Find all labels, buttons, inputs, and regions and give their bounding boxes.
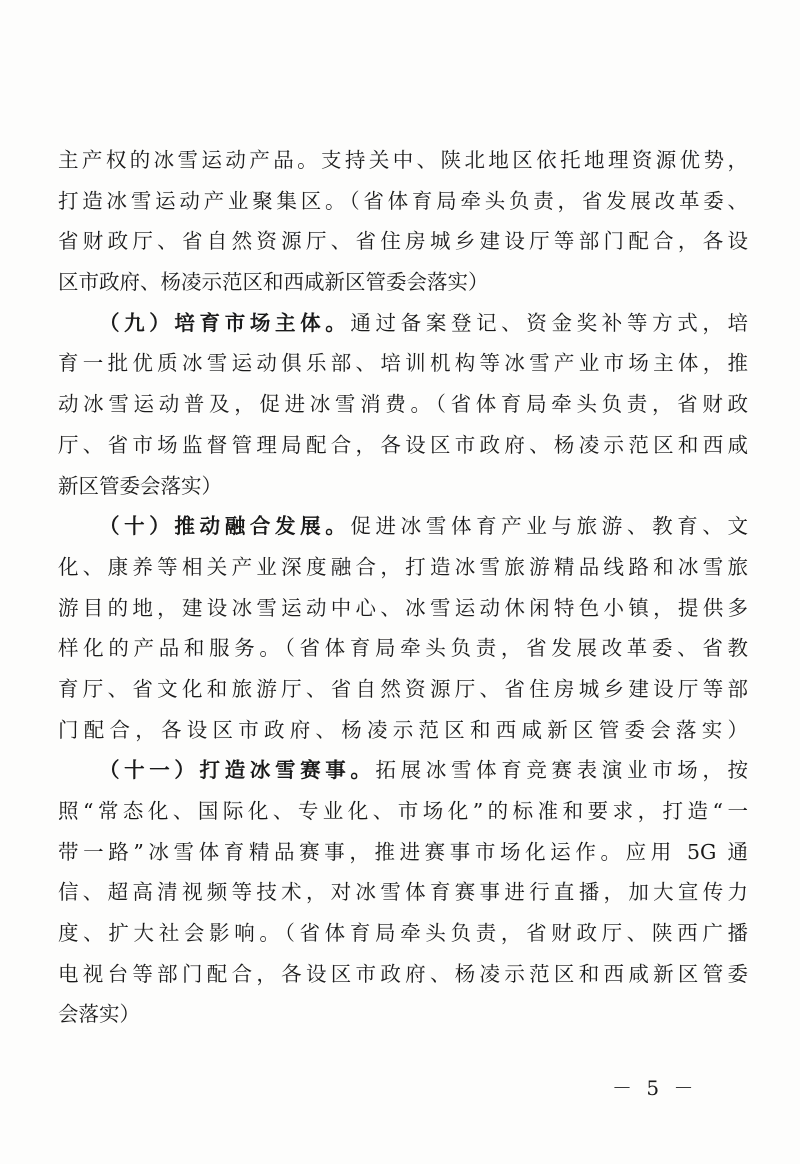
text-line: 信、超高清视频等技术，对冰雪体育赛事进行直播，加大宣传力: [58, 880, 748, 905]
text-line: 省财政厅、省自然资源厅、省住房城乡建设厅等部门配合，各设: [58, 229, 748, 254]
text-line: 动冰雪运动普及，促进冰雪消费。（省体育局牵头负责，省财政: [58, 392, 748, 417]
text-line: 区市政府、杨凌示范区和西咸新区管委会落实）: [58, 270, 489, 295]
text-line: 育厅、省文化和旅游厅、省自然资源厅、省住房城乡建设厅等部: [58, 676, 748, 701]
section-10-first-line: [58, 506, 748, 547]
text-line: 照“常态化、国际化、专业化、市场化”的标准和要求，打造“一: [58, 799, 748, 823]
text-line: 化、康养等相关产业深度融合，打造冰雪旅游精品线路和冰雪旅: [58, 554, 748, 579]
section-10-first-text: 促进冰雪体育产业与旅游、教育、文: [350, 514, 748, 539]
text-line: 门配合，各设区市政府、杨凌示范区和西咸新区管委会落实）: [58, 717, 748, 742]
text-line: 样化的产品和服务。（省体育局牵头负责，省发展改革委、省教: [58, 636, 748, 661]
section-11-heading: （十一）打造冰雪赛事。: [99, 758, 376, 783]
body-text: [58, 140, 748, 1035]
text-line: 会落实）: [58, 1002, 140, 1027]
text-line: 育一批优质冰雪运动俱乐部、培训机构等冰雪产业市场主体，推: [58, 351, 748, 376]
page-number: － 5 －: [612, 1076, 698, 1100]
section-9-first-text: 通过备案登记、资金奖补等方式，培: [350, 310, 748, 335]
section-9-heading: （九）培育市场主体。: [99, 310, 351, 335]
text-line: 打造冰雪运动产业聚集区。（省体育局牵头负责，省发展改革委、: [58, 188, 748, 213]
text-line: 度、扩大社会影响。（省体育局牵头负责，省财政厅、陕西广播: [58, 921, 748, 946]
section-10-heading: （十）推动融合发展。: [99, 514, 351, 539]
section-11-first-text: 拓展冰雪体育竞赛表演业市场，按: [375, 758, 748, 783]
text-line: 主产权的冰雪运动产品。支持关中、陕北地区依托地理资源优势，: [58, 148, 748, 172]
section-11-first-line: [58, 750, 748, 791]
section-9-first-line: [58, 303, 748, 344]
text-line: 带一路”冰雪体育精品赛事，推进赛事市场化运作。应用 5G 通: [58, 839, 748, 864]
text-line: 新区管委会落实）: [58, 473, 222, 498]
text-line: 厅、省市场监督管理局配合，各设区市政府、杨凌示范区和西咸: [58, 432, 748, 457]
text-line: 游目的地，建设冰雪运动中心、冰雪运动休闲特色小镇，提供多: [58, 595, 748, 620]
text-line: 电视台等部门配合，各设区市政府、杨凌示范区和西咸新区管委: [58, 961, 748, 986]
